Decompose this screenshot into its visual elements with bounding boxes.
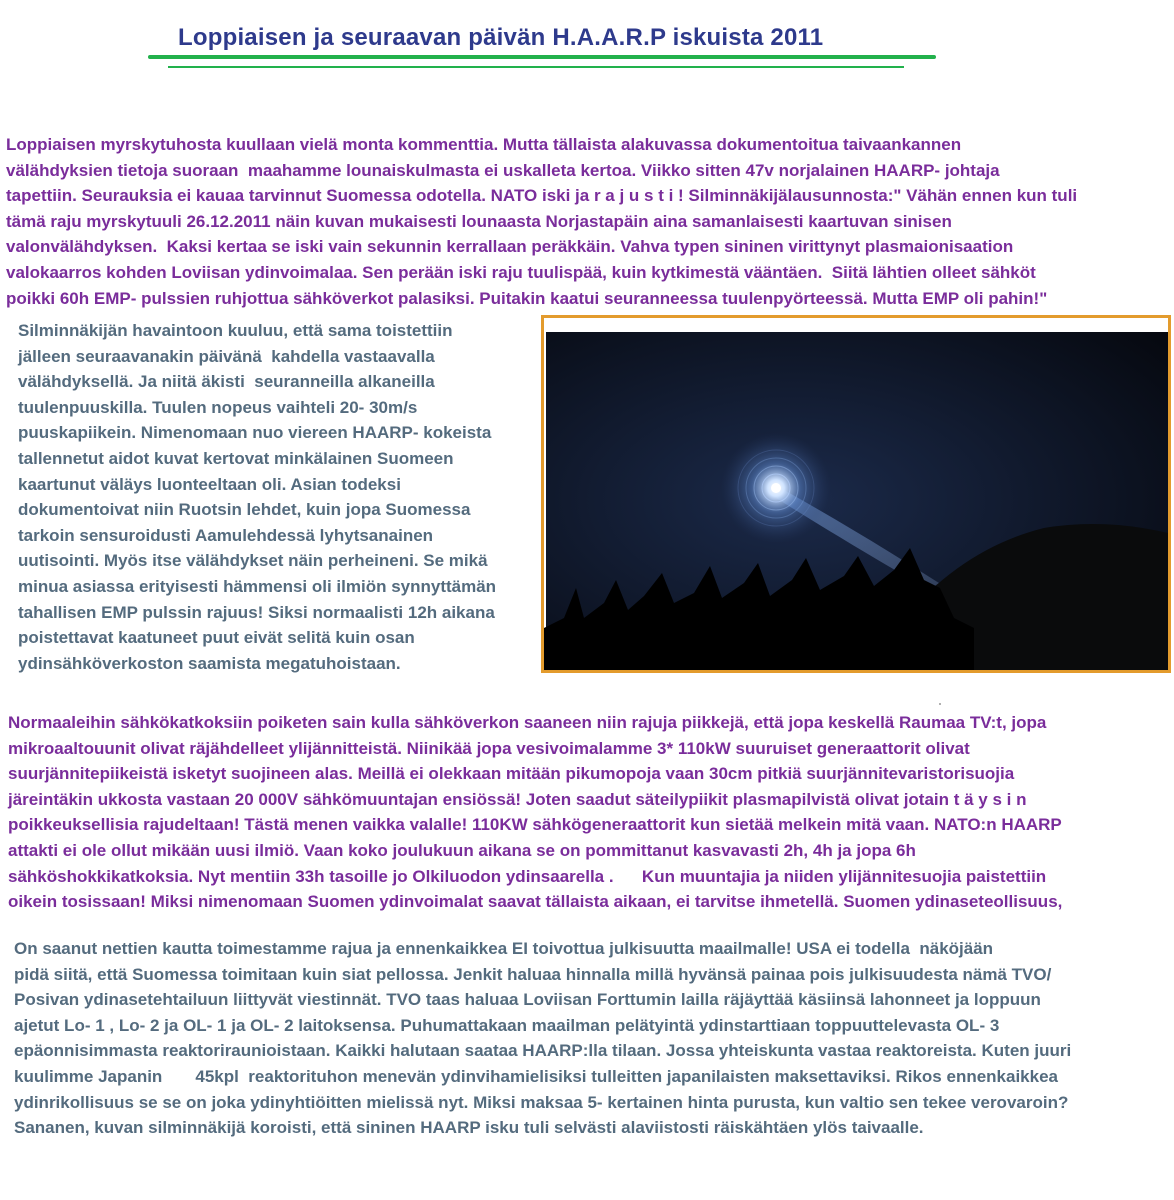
text-line: ydinrikollisuus se se on joka ydinyhtiöitten mielissä nyt. Miksi maksaa 5- kertainen hinta purusta, kun valtio sen tekee verovaroin?	[14, 1092, 1069, 1112]
text-line: Loppiaisen myrskytuhosta kuullaan vielä monta kommenttia. Mutta tällaista alakuvassa dokumentoitua taivaankannen	[6, 135, 962, 154]
text-line: välähdyksellä. Ja niitä äkisti seuranneilla alkaneilla	[18, 372, 435, 392]
text-line: valonvälähdyksen. Kaksi kertaa se iski vain sekunnin kerrallaan peräkkäin. Vahva typen sininen virittynyt plasmaionisaation	[6, 237, 1014, 257]
text-line: kaartunut väläys luonteeltaan oli. Asian todeksi	[18, 474, 401, 494]
text-line: kuulimme Japanin 45kpl reaktorituhon menevän ydinvihamielisiksi tulleitten japanilaisten maksettaviksi. Rikos ennenkaikkea	[14, 1066, 1058, 1086]
text-line: minua asiassa erityisesti hämmensi oli ilmiön synnyttämän	[18, 576, 497, 596]
text-line: epäonnisimmasta reaktoriraunioistaan. Kaikki halutaan saataa HAARP:lla tilaan. Jossa yhteiskunta vastaa reaktoreista. Kuten juuri	[14, 1041, 1072, 1061]
text-line: On saanut nettien kautta toimestamme rajua ja ennenkaikkea EI toivottua julkisuutta maailmalle! USA ei todella näköjään	[14, 939, 994, 958]
text-line: poikki 60h EMP- pulssien ruhjottua sähköverkot palasiksi. Puitakin kaatui seuranneessa tuulenpyörteessä. Mutta EMP oli pahin!"	[6, 288, 1048, 308]
text-line: Posivan ydinasetehtailuun liittyvät viestinnät. TVO taas haluaa Loviisan Forttumin lailla räjäyttää käsiinsä lahonneet ja loppuun	[14, 990, 1041, 1010]
text-line: tuulenpuuskilla. Tuulen nopeus vaihteli 20- 30m/s	[18, 397, 418, 417]
text-line: poikkeuksellisia rajudeltaan! Tästä menen vaikka valalle! 110KW sähkögeneraattorit kun sietää melkein mitä vaan. NATO:n HAARP	[8, 815, 1062, 835]
eyewitness-paragraph	[18, 318, 540, 676]
text-line: poistettavat kaatuneet puut eivät selitä kuin osan	[18, 628, 415, 648]
text-line: attakti ei ole ollut mikään uusi ilmiö. Vaan koko joulukuun aikana se on pommittanut kasvavasti 2h, 4h ja jopa 6h	[8, 840, 916, 860]
text-line: järeintäkin ukkosta vastaan 20 000V sähkömuuntajan ensiössä! Joten saadut säteilypiikit plasmapilvistä olivat jotain t ä y s i n	[8, 789, 1027, 809]
text-line: tarkoin sensuroidusti Aamulehdessä lyhytsanainen	[18, 525, 434, 545]
publicity-paragraph	[14, 936, 1168, 1141]
title-underline	[148, 55, 936, 59]
text-line: suurjännitepiikeistä isketyt suojineen alas. Meillä ei olekkaan mitään pikumopoja vaan 30cm pitkiä suurjännitevaristorisuojia	[8, 764, 1015, 784]
text-line: tämä raju myrskytuuli 26.12.2011 näin kuvan mukaisesti lounaasta Norjastapäin aina samanlaisesti kaartuvan sinisen	[6, 211, 952, 231]
text-line: tapettiin. Seurauksia ei kauaa tarvinnut Suomessa odotella. NATO iski ja r a j u s t i ! Silminnäkijälausunnosta:" Vähän ennen kun tuli	[6, 186, 1078, 206]
text-line: uutisointi. Myös itse välähdykset näin perheineni. Se mikä	[18, 551, 488, 571]
text-line: puuskapiikein. Nimenomaan nuo viereen HAARP- kokeista	[18, 423, 492, 443]
text-line: jälleen seuraavanakin päivänä kahdella vastaavalla	[18, 346, 435, 366]
title-underline-thin	[168, 66, 904, 68]
stray-dot	[939, 703, 941, 705]
text-line: Normaaleihin sähkökatkoksiin poiketen sain kulla sähköverkon saaneen niin rajuja piikkejä, että jopa keskellä Raumaa TV:t, jopa	[8, 713, 1047, 732]
night-sky-photo	[541, 315, 1171, 673]
text-line: ydinsähköverkoston saamista megatuhoistaan.	[18, 653, 401, 673]
text-line: Sananen, kuvan silminnäkijä koroisti, että sininen HAARP isku tuli selvästi alaviistosti räiskähtäen ylös taivaalle.	[14, 1118, 924, 1138]
text-line: tallennetut aidot kuvat kertovat minkälainen Suomeen	[18, 448, 454, 468]
text-line: tahallisen EMP pulssin rajuus! Siksi normaalisti 12h aikana	[18, 602, 495, 622]
text-line: ajetut Lo- 1 , Lo- 2 ja OL- 1 ja OL- 2 laitoksensa. Puhumattakaan maailman pelätyintä ydinstarttiaan toppuuttelevasta OL- 3	[14, 1015, 1000, 1035]
text-line: valokaarros kohden Loviisan ydinvoimalaa. Sen perään iski raju tuulispää, kuin kytkimestä vääntäen. Siitä lähtien olleet sähköt	[6, 262, 1036, 282]
page-title: Loppiaisen ja seuraavan päivän H.A.A.R.P iskuista 2011	[178, 24, 824, 51]
intro-paragraph	[6, 132, 1166, 311]
text-line: oikein tosissaan! Miksi nimenomaan Suomen ydinvoimalat saavat tällaista aikaan, ei tarvitse ihmetellä. Suomen ydinaseteollisuus,	[8, 892, 1063, 912]
text-line: dokumentoivat niin Ruotsin lehdet, kuin jopa Suomessa	[18, 500, 471, 520]
power-outage-paragraph	[8, 710, 1168, 915]
text-line: mikroaaltouunit olivat räjähdelleet ylijännitteistä. Niinikää jopa vesivoimalamme 3* 110kW suuruiset generaattorit olivat	[8, 738, 970, 758]
text-line: Silminnäkijän havaintoon kuuluu, että sama toistettiin	[18, 321, 453, 340]
text-line: sähköshokkikatkoksia. Nyt mentiin 33h tasoille jo Olkiluodon ydinsaarella . Kun muuntajia ja niiden ylijännitesuojia paistettiin	[8, 866, 1047, 886]
text-line: välähdyksien tietoja suoraan maahamme lounaiskulmasta ei uskalleta kertoa. Viikko sitten 47v norjalainen HAARP- johtaja	[6, 160, 1000, 180]
spiral-light-image	[544, 318, 1168, 670]
text-line: pidä siitä, että Suomessa toimitaan kuin siat pellossa. Jenkit haluaa hinnalla millä hyvänsä painaa pois julkisuudesta nämä TVO/	[14, 964, 1052, 984]
